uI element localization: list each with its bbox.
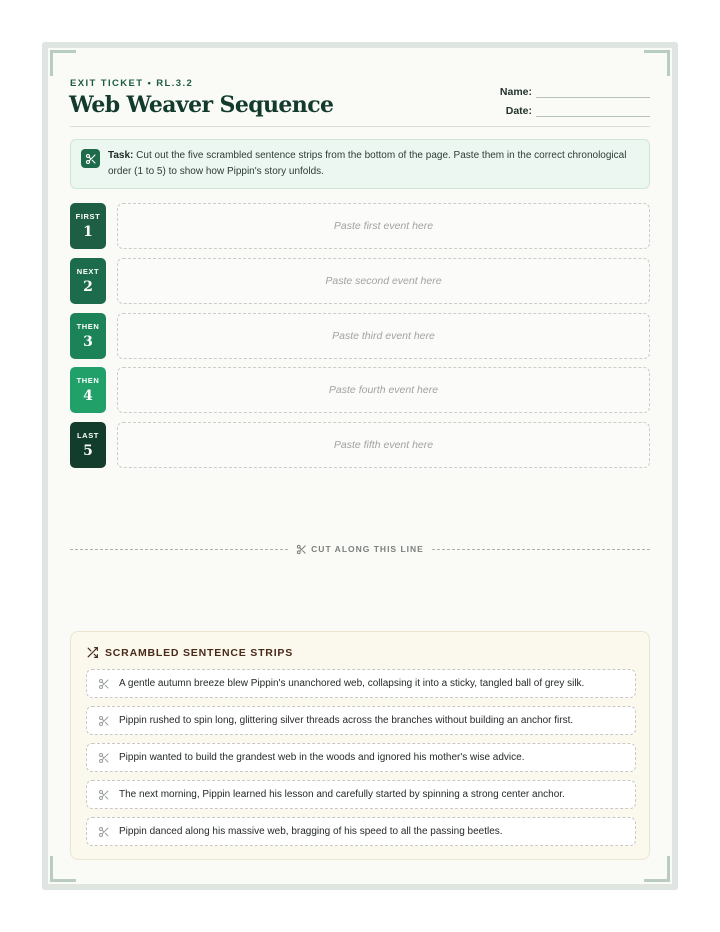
cut-label: CUT ALONG THIS LINE bbox=[311, 544, 424, 554]
page-title: Web Weaver Sequence bbox=[69, 92, 334, 118]
step-2 bbox=[70, 258, 650, 304]
step-4 bbox=[70, 367, 650, 413]
date-label: Date: bbox=[505, 105, 532, 117]
sentence-strip[interactable] bbox=[86, 817, 636, 846]
corner-mark bbox=[644, 50, 670, 76]
exit-ticket-kicker: EXIT TICKET • RL.3.2 bbox=[70, 78, 194, 89]
step-1 bbox=[70, 203, 650, 249]
cut-dash-left bbox=[70, 549, 288, 550]
strips-heading-text: SCRAMBLED SENTENCE STRIPS bbox=[105, 646, 294, 659]
sentence-strip[interactable] bbox=[86, 743, 636, 772]
scissors-icon bbox=[98, 826, 112, 838]
date-field[interactable] bbox=[506, 105, 650, 117]
sentence-strip[interactable] bbox=[86, 780, 636, 809]
step-badge bbox=[70, 203, 106, 249]
paste-slot-3[interactable]: Paste third event here bbox=[117, 313, 650, 359]
step-badge bbox=[70, 258, 106, 304]
cut-label-group bbox=[288, 544, 432, 555]
step-word: FIRST bbox=[75, 212, 101, 221]
corner-mark bbox=[644, 856, 670, 882]
step-number: 4 bbox=[83, 388, 93, 404]
header-divider bbox=[70, 126, 650, 127]
name-field[interactable] bbox=[500, 86, 650, 98]
step-number: 5 bbox=[83, 443, 93, 459]
date-line[interactable] bbox=[536, 106, 650, 117]
paste-slot-1[interactable]: Paste first event here bbox=[117, 203, 650, 249]
strip-text: Pippin danced along his massive web, bragging of his speed to all the passing beetles. bbox=[119, 826, 503, 837]
step-3 bbox=[70, 313, 650, 359]
corner-mark bbox=[50, 50, 76, 76]
shuffle-icon bbox=[86, 646, 99, 659]
task-text: Cut out the five scrambled sentence strips from the bottom of the page. Paste them in the correct chronological order (1 to 5) to show how Pippin's story unfolds. bbox=[108, 150, 627, 177]
strip-text: The next morning, Pippin learned his lesson and carefully started by spinning a strong center anchor. bbox=[119, 789, 565, 800]
strips-heading bbox=[86, 646, 293, 659]
paste-slot-4[interactable]: Paste fourth event here bbox=[117, 367, 650, 413]
scrambled-strips-panel bbox=[70, 631, 650, 860]
corner-mark bbox=[50, 856, 76, 882]
scissors-icon bbox=[98, 752, 112, 764]
step-number: 1 bbox=[83, 224, 93, 240]
cut-line bbox=[70, 541, 650, 557]
step-word: THEN bbox=[76, 322, 100, 331]
name-line[interactable] bbox=[536, 87, 650, 98]
task-label: Task: bbox=[108, 150, 134, 161]
scissors-icon bbox=[98, 715, 112, 727]
task-instructions bbox=[108, 148, 638, 180]
step-word: LAST bbox=[77, 431, 99, 440]
step-number: 2 bbox=[83, 279, 93, 295]
strip-text: Pippin wanted to build the grandest web in the woods and ignored his mother's wise advice. bbox=[119, 752, 525, 763]
step-word: NEXT bbox=[76, 267, 100, 276]
step-word: THEN bbox=[76, 376, 100, 385]
paste-slot-2[interactable]: Paste second event here bbox=[117, 258, 650, 304]
scissors-icon bbox=[296, 544, 307, 555]
name-label: Name: bbox=[499, 86, 532, 98]
scissors-icon bbox=[98, 789, 112, 801]
scissors-icon bbox=[98, 678, 112, 690]
scissors-icon bbox=[81, 149, 100, 168]
strip-text: Pippin rushed to spin long, glittering silver threads across the branches without building an anchor first. bbox=[119, 715, 574, 726]
step-badge bbox=[70, 313, 106, 359]
task-box bbox=[70, 139, 650, 189]
step-5 bbox=[70, 422, 650, 468]
strip-text: A gentle autumn breeze blew Pippin's unanchored web, collapsing it into a sticky, tangled ball of grey silk. bbox=[119, 678, 585, 689]
step-number: 3 bbox=[83, 334, 93, 350]
step-badge bbox=[70, 367, 106, 413]
sentence-strip[interactable] bbox=[86, 706, 636, 735]
cut-dash-right bbox=[432, 549, 650, 550]
sentence-strip[interactable] bbox=[86, 669, 636, 698]
paste-slot-5[interactable]: Paste fifth event here bbox=[117, 422, 650, 468]
step-badge bbox=[70, 422, 106, 468]
